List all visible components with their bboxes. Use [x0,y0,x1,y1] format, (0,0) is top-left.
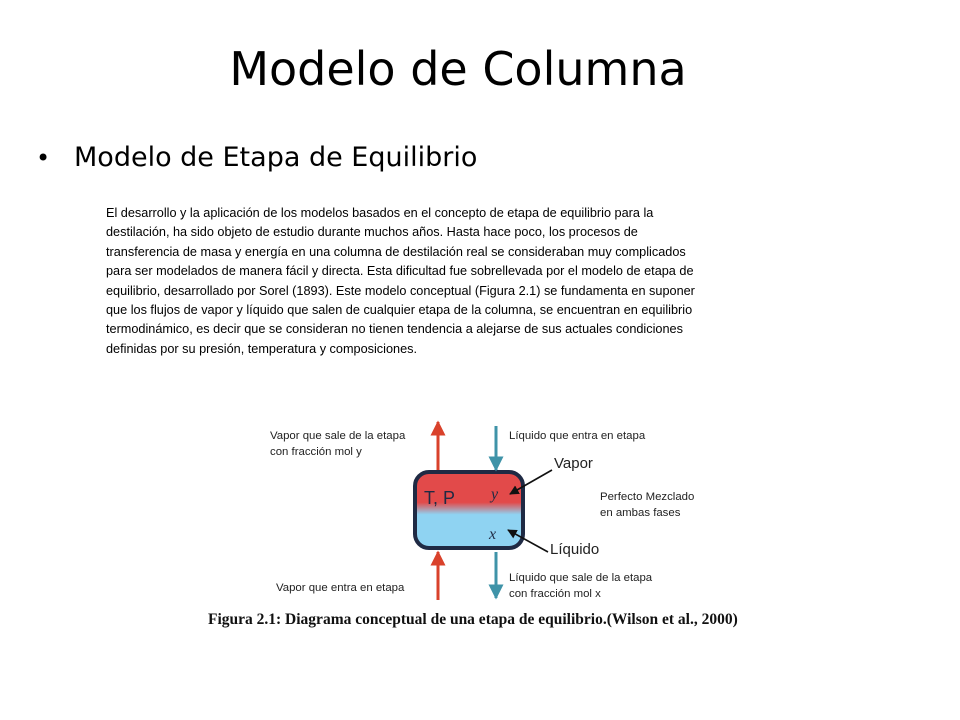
vapor-in-label: Vapor que entra en etapa [276,582,405,594]
stage-x-label: x [489,526,497,543]
vapor-label: Vapor [554,455,593,472]
mixing-line: Perfecto Mezclado [600,491,695,503]
slide-title: Modelo de Columna [229,42,687,96]
stage-box [415,472,523,548]
stage-tp-label: T, P [424,488,456,508]
paragraph-line: termodinámico, es decir que se consideran no tienen tendencia a alejarse de sus actuales condiciones [106,322,683,337]
paragraph-line: que los flujos de vapor y líquido que salen de cualquier etapa de la columna, se encuentran en equilibrio [106,303,693,318]
stage-y-label: y [491,486,499,503]
vapor-out-line: Vapor que sale de la etapa [270,430,406,442]
liquid-out-line: con fracción mol x [509,588,601,600]
paragraph-line: El desarrollo y la aplicación de los modelos basados en el concepto de etapa de equilibrio para la [106,206,654,220]
mixing-label [600,489,694,521]
paragraph-line: para ser modelados de manera fácil y directa. Esta dificultad fue sobrellevada por el modelo de etapa de [106,264,694,279]
liquid-label: Líquido [550,541,600,558]
mixing-line: en ambas fases [600,507,681,519]
liquid-out-label [509,570,652,602]
vapor-out-line: con fracción mol y [270,446,362,458]
figure-caption: Figura 2.1: Diagrama conceptual de una etapa de equilibrio.(Wilson et al., 2000) [208,611,738,628]
paragraph-line: equilibrio, desarrollado por Sorel (1893). Este modelo conceptual (Figura 2.1) se fundamenta en suponer [106,283,695,298]
paragraph-line: transferencia de masa y energía en una columna de destilación real se consideraban muy complicados [106,244,686,259]
vapor-out-label [270,428,405,460]
liquid-out-line: Líquido que sale de la etapa [509,572,653,584]
paragraph-line: definidas por su presión, temperatura y composiciones. [106,341,418,356]
bullet-marker: • [36,144,51,172]
liquid-in-label: Líquido que entra en etapa [509,430,646,442]
paragraph-line: destilación, ha sido objeto de estudio durante muchos años. Hasta hace poco, los procesos de [106,225,638,240]
bullet-text: Modelo de Etapa de Equilibrio [74,142,478,173]
